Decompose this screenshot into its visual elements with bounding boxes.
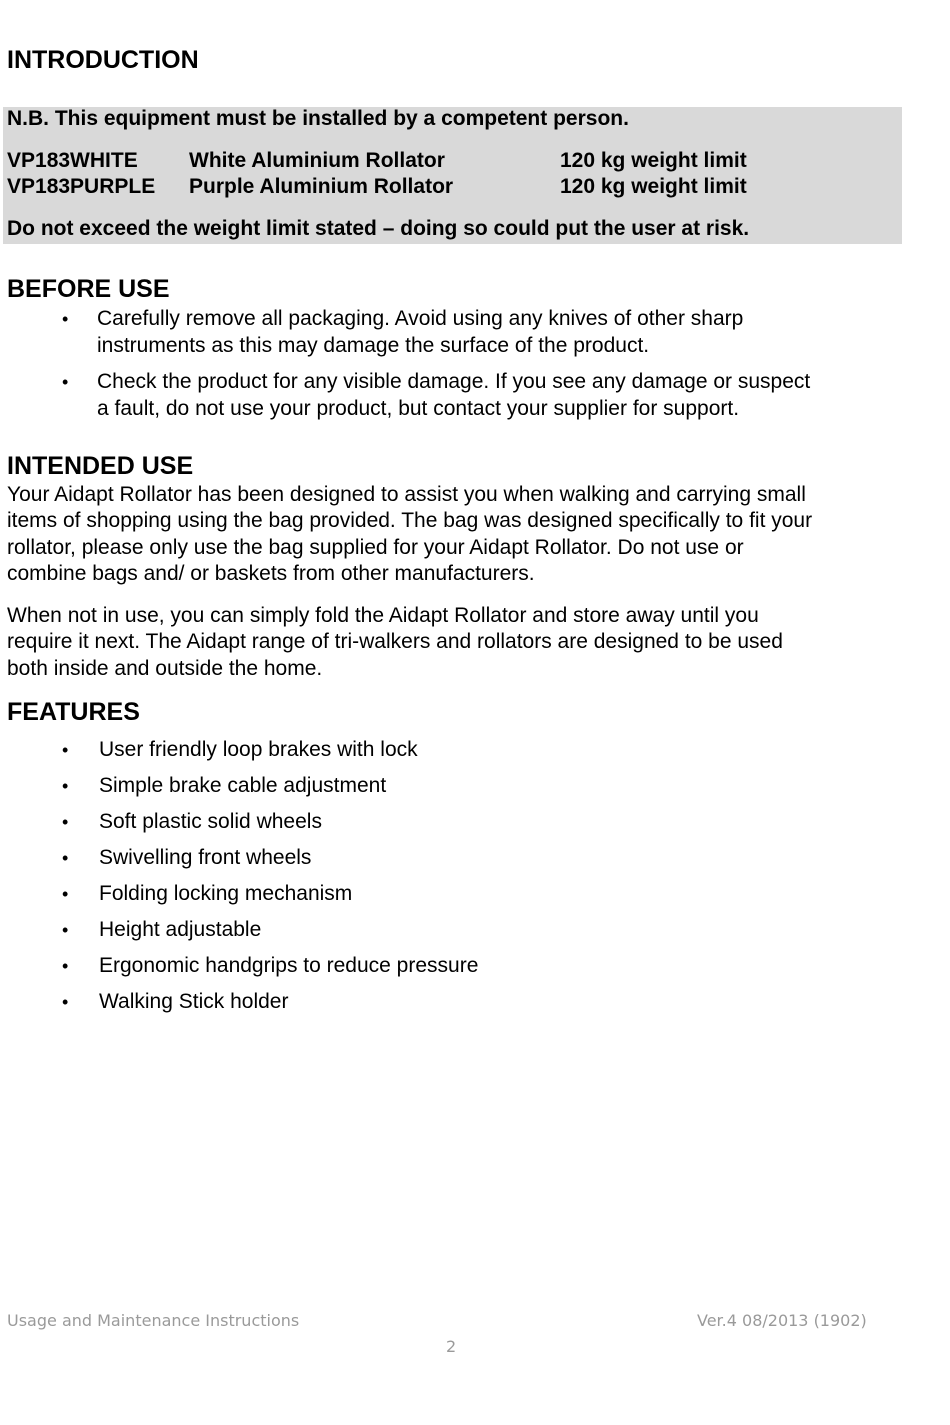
installation-notice: N.B. This equipment must be installed by a competent person. bbox=[7, 107, 629, 130]
product-notice-box bbox=[3, 107, 902, 244]
paragraph-line: items of shopping using the bag provided. The bag was designed specifically to fit your bbox=[7, 509, 813, 533]
paragraph-line: rollator, please only use the bag supplied for your Aidapt Rollator. Do not use or bbox=[7, 535, 744, 559]
bullet-icon: • bbox=[62, 740, 69, 760]
bullet-icon: • bbox=[62, 992, 69, 1012]
bullet-icon: • bbox=[62, 812, 69, 832]
weight-warning: Do not exceed the weight limit stated – doing so could put the user at risk. bbox=[7, 217, 750, 240]
bullet-icon: • bbox=[62, 848, 69, 868]
list-item bbox=[0, 953, 950, 989]
paragraph-line: combine bags and/ or baskets from other manufacturers. bbox=[7, 562, 535, 586]
bullet-icon: • bbox=[62, 956, 69, 976]
page-number: 2 bbox=[446, 1337, 457, 1356]
list-item bbox=[0, 369, 950, 432]
bullet-icon: • bbox=[62, 309, 69, 329]
list-item bbox=[0, 989, 950, 1025]
list-item bbox=[0, 737, 950, 773]
paragraph-line: Your Aidapt Rollator has been designed to assist you when walking and carrying small bbox=[7, 483, 806, 506]
before-use-list bbox=[0, 306, 950, 432]
feature-text: Walking Stick holder bbox=[99, 990, 289, 1013]
list-item-text: a fault, do not use your product, but contact your supplier for support. bbox=[97, 396, 740, 420]
product-description: Purple Aluminium Rollator bbox=[189, 175, 454, 198]
paragraph-line: When not in use, you can simply fold the Aidapt Rollator and store away until you bbox=[7, 604, 759, 627]
list-item bbox=[0, 881, 950, 917]
list-item-text: Carefully remove all packaging. Avoid using any knives of other sharp bbox=[97, 307, 744, 330]
product-code: VP183PURPLE bbox=[7, 175, 156, 198]
list-item bbox=[0, 773, 950, 809]
bullet-icon: • bbox=[62, 372, 69, 392]
features-heading: FEATURES bbox=[7, 698, 140, 726]
paragraph-line: both inside and outside the home. bbox=[7, 656, 323, 680]
intended-use-heading: INTENDED USE bbox=[7, 452, 194, 480]
introduction-heading: INTRODUCTION bbox=[7, 46, 199, 74]
list-item bbox=[0, 845, 950, 881]
feature-text: Swivelling front wheels bbox=[99, 846, 312, 869]
feature-text: Height adjustable bbox=[99, 918, 262, 941]
feature-text: Soft plastic solid wheels bbox=[99, 810, 322, 833]
product-row bbox=[3, 175, 902, 201]
feature-text: User friendly loop brakes with lock bbox=[99, 738, 418, 761]
footer-title: Usage and Maintenance Instructions bbox=[7, 1311, 300, 1330]
features-list bbox=[0, 737, 950, 1025]
bullet-icon: • bbox=[62, 920, 69, 940]
paragraph-line: require it next. The Aidapt range of tri-walkers and rollators are designed to be used bbox=[7, 630, 783, 654]
product-weight-limit: 120 kg weight limit bbox=[560, 149, 747, 172]
product-code: VP183WHITE bbox=[7, 149, 138, 172]
footer-version: Ver.4 08/2013 (1902) bbox=[697, 1311, 867, 1330]
intended-use-paragraph bbox=[7, 482, 907, 588]
bullet-icon: • bbox=[62, 884, 69, 904]
product-row bbox=[3, 149, 902, 175]
list-item-text: instruments as this may damage the surface of the product. bbox=[97, 333, 650, 357]
product-description: White Aluminium Rollator bbox=[189, 149, 445, 172]
feature-text: Ergonomic handgrips to reduce pressure bbox=[99, 954, 479, 977]
before-use-heading: BEFORE USE bbox=[7, 275, 170, 303]
list-item-text: Check the product for any visible damage. If you see any damage or suspect bbox=[97, 370, 811, 393]
list-item bbox=[0, 306, 950, 369]
feature-text: Folding locking mechanism bbox=[99, 882, 353, 905]
list-item bbox=[0, 917, 950, 953]
feature-text: Simple brake cable adjustment bbox=[99, 774, 387, 797]
list-item bbox=[0, 809, 950, 845]
storage-paragraph bbox=[7, 603, 907, 682]
bullet-icon: • bbox=[62, 776, 69, 796]
product-weight-limit: 120 kg weight limit bbox=[560, 175, 747, 198]
